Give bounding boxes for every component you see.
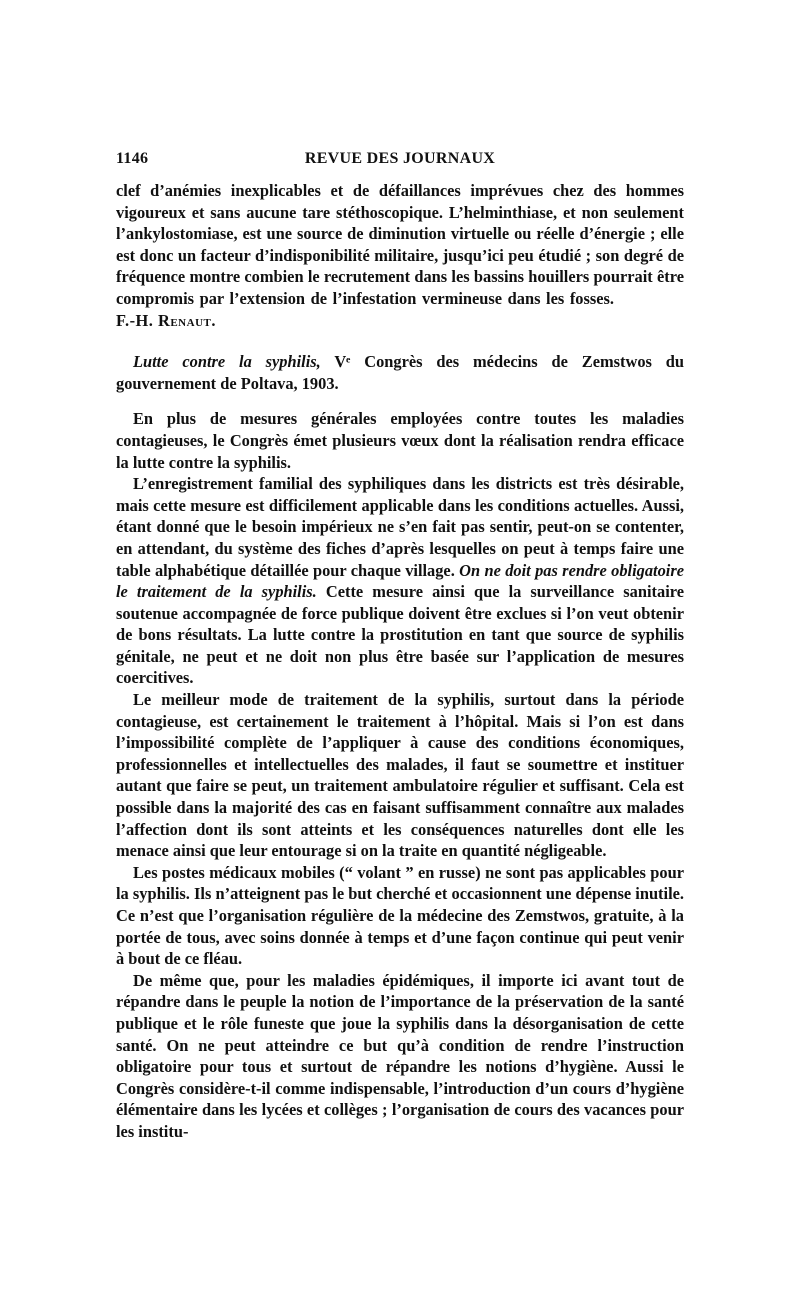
article-paragraph-2 (116, 473, 684, 689)
article-paragraph-2-emphasis: On ne doit pas rendre obligatoire le traitement de la syphilis. (116, 560, 684, 602)
article-paragraph-2-start: L’enregistrement familial des syphiliques dans les districts est très désirable, mais cette mesure est difficilement applicable dans les conditions actuelles. Aussi, étant donné que le besoin impérieux ne s’en fait pas sentir, peut-on se contenter, en attendant, du système des fiches d’après lesquelles on peut à temps faire une table alphabétique détaillée pour chaque village. (116, 474, 684, 580)
article-paragraph-3: Le meilleur mode de traitement de la syphilis, surtout dans la période contagieuse, est certainement le traitement à l’hôpital. Mais si l’on est dans l’impossibilité complète de l’appliquer à cause des conditions économiques, professionnelles et intellectuelles des malades, il faut se soumettre et instituer autant que faire se peut, un traitement ambulatoire régulier et suffisant. Cela est possible dans la majorité des cas en faisant suffisamment connaître aux malades l’affection dont ils sont atteints et les conséquences naturelles dont elle les menace ainsi que leur entourage si on la traite en quantité négligeable. (116, 690, 684, 861)
running-head (116, 150, 684, 174)
article-paragraph-1: En plus de mesures générales employées contre toutes les maladies contagieuses, le Congrès émet plusieurs vœux dont la réalisation rendra efficace la lutte contre la syphilis. (116, 409, 684, 472)
author-signature: F.-H. Renaut. (116, 310, 216, 330)
article-title (116, 351, 684, 394)
continued-paragraph-text: clef d’anémies inexplicables et de défaillances imprévues chez des hommes vigoureux et sans aucune tare stéthoscopique. L’helminthiase, et non seulement l’ankylostomiase, est une source de diminution virtuelle ou réelle d’énergie ; elle est donc un facteur d’indisponibilité militaire, jusqu’ici peu étudié ; son degré de fréquence montre combien le recrutement dans les bassins houillers pourrait être compromis par l’extension de l’infestation vermineuse dans les fosses. (116, 181, 684, 308)
article-paragraph-5: De même que, pour les maladies épidémiques, il importe ici avant tout de répandre dans le peuple la notion de l’importance de la préservation de la santé publique et le rôle funeste que joue la syphilis dans la désorganisation de cette santé. On ne peut atteindre ce but qu’à condition de rendre l’instruction obligatoire pour tous et surtout de répandre les notions d’hygiène. Aussi le Congrès considère-t-il comme indispensable, l’introduction d’un cours d’hygiène élémentaire dans les lycées et collèges ; l’organisation de cours des vacances pour les institu- (116, 970, 684, 1141)
journal-title: REVUE DES JOURNAUX (304, 150, 496, 167)
article-paragraph-4: Les postes médicaux mobiles (“ volant ” en russe) ne sont pas applicables pour la syphilis. Ils n’atteignent pas le but cherché et occasionnent une dépense inutile. Ce n’est que l’organisation régulière de la médecine des Zemstwos, gratuite, à la portée de tous, avec soins donnée à temps et d’une façon continue qui peut venir à bout de ce fléau. (116, 862, 684, 969)
article-paragraph-2-end: Cette mesure ainsi que la surveillance sanitaire soutenue accompagnée de force publique doivent être exclues si l’on veut obtenir de bons résultats. La lutte contre la prostitution en tant que source de syphilis génitale, ne peut et ne doit non plus être basée sur l’application de mesures coercitives. (116, 582, 685, 688)
continued-paragraph (116, 180, 684, 331)
page-number: 1146 (116, 150, 149, 167)
page (116, 150, 684, 1143)
article-title-italic: Lutte contre la syphilis, (133, 352, 321, 372)
article-title-rest: Vᵉ Congrès des médecins de Zemstwos du gouvernement de Poltava, 1903. (116, 352, 684, 393)
